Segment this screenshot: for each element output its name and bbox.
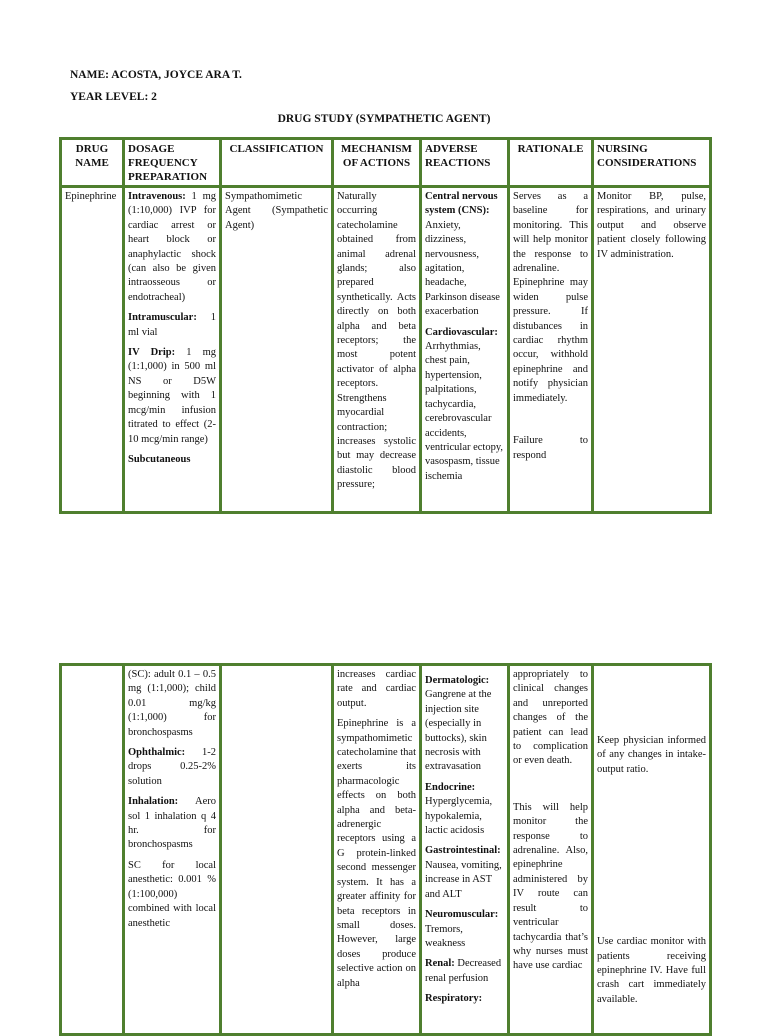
cell-drug-name: Epinephrine <box>61 187 124 513</box>
col-header-mechanism: MECHANISM OF ACTIONS <box>333 139 421 187</box>
drug-study-table-page2 <box>59 663 712 1036</box>
cell-adverse-reactions-continued: Dermatologic: Gangrene at the injection site (especially in buttocks), skin necrosis with extravasation Endocrine: Hyperglycemia, hypokalemia, lactic acidosis Gastrointestinal: Nausea, vomiting, increase in AST and ALT Neuromuscular: Tremors, weakness Renal: Decreased renal perfusion Respiratory: <box>421 665 509 1035</box>
cell-dosage-continued: (SC): adult 0.1 – 0.5 mg (1:1,000); child 0.01 mg/kg (1:1,000) for bronchospasms Ophthalmic: 1-2 drops 0.25-2% solution Inhalation: Aero sol 1 inhalation q 4 hr. for bronchospasms SC for local anesthetic: 0.001 % (1:100,000) combined with local anesthetic <box>124 665 221 1035</box>
cell-mechanism-continued: increases cardiac rate and cardiac output. Epinephrine is a sympathomimetic catecholamine that exerts its pharmacologic effects on both alpha and beta-adrenergic receptors using a G protein-linked second messenger system. It has a greater affinity for beta receptors in small doses. However, large doses produce selective action on alpha <box>333 665 421 1035</box>
student-name: NAME: ACOSTA, JOYCE ARA T. <box>70 69 242 81</box>
cell-nursing-continued: Keep physician informed of any changes in intake-output ratio. Use cardiac monitor with patients receiving epinephrine IV. Have full crash cart immediately available. <box>593 665 711 1035</box>
drug-study-table-page1 <box>59 137 712 514</box>
table-row <box>61 187 711 513</box>
table-row <box>61 665 711 1035</box>
col-header-dosage: DOSAGE FREQUENCY PREPARATION <box>124 139 221 187</box>
cell-classification-continued <box>221 665 333 1035</box>
cell-adverse-reactions: Central nervous system (CNS): Anxiety, dizziness, nervousness, agitation, headache, Parkinson disease exacerbation Cardiovascular: Arrhythmias, chest pain, hypertension, palpitations, tachycardia, cerebrovascular accidents, ventricular ectopy, vasospasm, tissue ischemia <box>421 187 509 513</box>
col-header-nursing: NURSING CONSIDERATIONS <box>593 139 711 187</box>
table-header-row <box>61 139 711 187</box>
document-title: DRUG STUDY (SYMPATHETIC AGENT) <box>277 113 491 125</box>
cell-dosage: Intravenous: 1 mg (1:10,000) IVP for cardiac arrest or heart block or anaphylactic shock (can also be given intraosseous or endotracheal) Intramuscular: 1 ml vial IV Drip: 1 mg (1:1,000) in 500 ml NS or D5W beginning with 1 mcg/min infusion titrated to effect (2-10 mcg/min range) Subcutaneous <box>124 187 221 513</box>
col-header-adverse-reactions: ADVERSE REACTIONS <box>421 139 509 187</box>
cell-nursing: Monitor BP, pulse, respirations, and urinary output and observe patient closely following IV administration. <box>593 187 711 513</box>
cell-drug-name-continued <box>61 665 124 1035</box>
col-header-drug-name: DRUG NAME <box>61 139 124 187</box>
cell-classification: Sympathomimetic Agent (Sympathetic Agent) <box>221 187 333 513</box>
col-header-rationale: RATIONALE <box>509 139 593 187</box>
cell-rationale: Serves as a baseline for monitoring. This will help monitor the response to adrenaline. Epinephrine may widen pulse pressure. If distubances in cardiac rhythm occur, withhold epinephrine and notify physician immediately. Failure to respond <box>509 187 593 513</box>
cell-rationale-continued: appropriately to clinical changes and unreported changes of the patient can lead to complication or even death. This will help monitor the response to adrenaline. Also, epinephrine administered by IV route can result to ventricular tachycardia that’s why nurses must have use cardiac <box>509 665 593 1035</box>
cell-mechanism: Naturally occurring catecholamine obtained from animal adrenal glands; also prepared synthetically. Acts directly on both alpha and beta receptors; the most potent activator of alpha receptors. Strengthens myocardial contraction; increases systolic but may decrease diastolic blood pressure; <box>333 187 421 513</box>
year-level: YEAR LEVEL: 2 <box>70 91 157 103</box>
col-header-classification: CLASSIFICATION <box>221 139 333 187</box>
